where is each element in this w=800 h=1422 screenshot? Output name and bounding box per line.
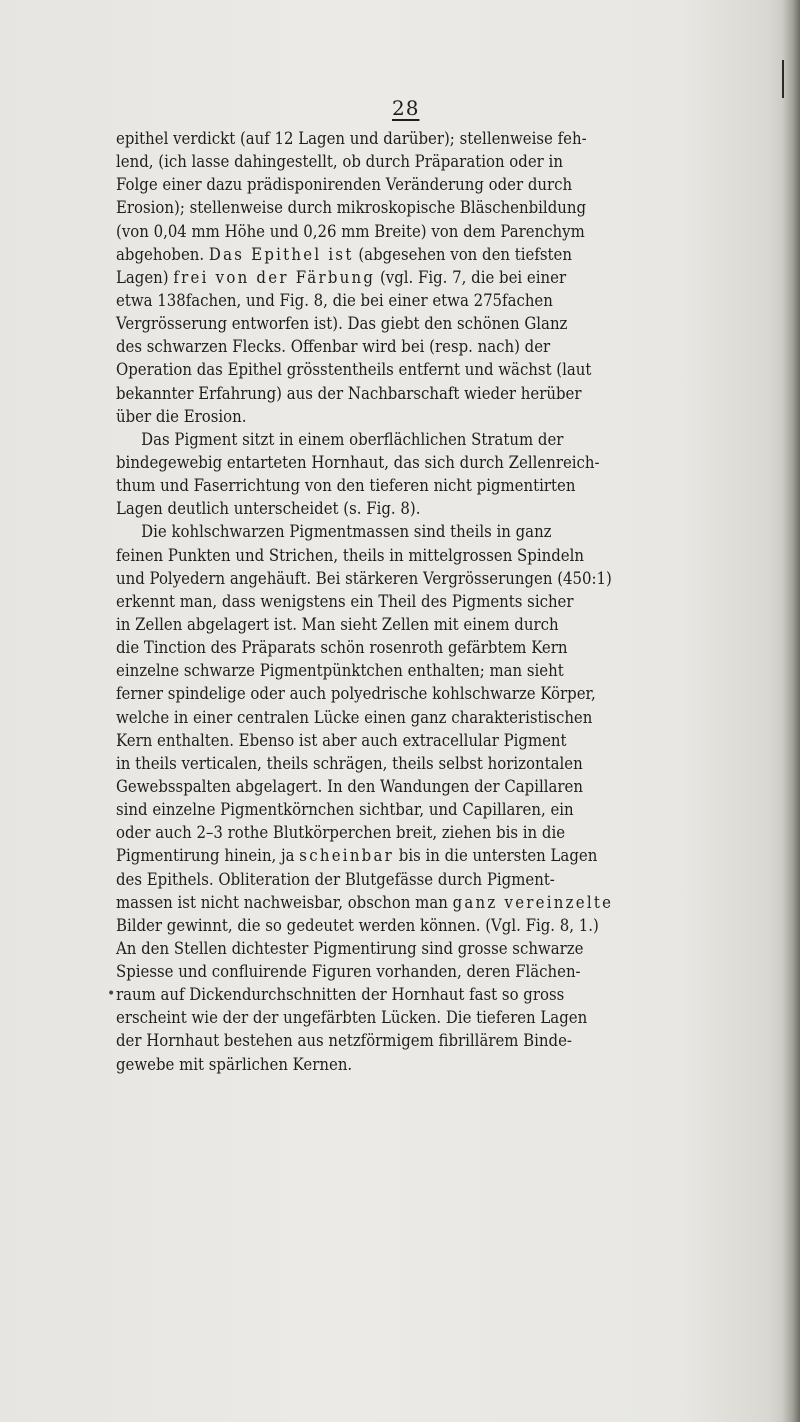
text-line: in Zellen abgelagert ist. Man sieht Zellen mit einem durch [116, 614, 559, 635]
text-line: Gewebsspalten abgelagert. In den Wandungen der Capillaren [116, 776, 583, 797]
body-text [116, 128, 800, 1077]
text-line: Das Pigment sitzt in einem oberflächlichen Stratum der [141, 429, 564, 450]
text-segment: Lagen) [116, 267, 169, 288]
text-line: Folge einer dazu prädisponirenden Veränderung oder durch [116, 175, 573, 196]
text-line: Bilder gewinnt, die so gedeutet werden können. (Vgl. Fig. 8, 1.) [116, 915, 599, 936]
margin-mark: • [107, 986, 116, 1002]
spaced-emphasis: ganz vereinzelte [452, 892, 614, 913]
text-line: bindegewebig entarteten Hornhaut, das sich durch Zellenreich- [116, 452, 600, 473]
text-line: einzelne schwarze Pigmentpünktchen enthalten; man sieht [116, 661, 564, 682]
text-line: Die kohlschwarzen Pigmentmassen sind theils in ganz [141, 522, 552, 543]
text-line [116, 892, 710, 915]
text-segment: (vgl. Fig. 7, die bei einer [379, 267, 567, 288]
text-line: (von 0,04 mm Höhe und 0,26 mm Breite) von dem Parenchym [116, 221, 585, 242]
text-line: feinen Punkten und Strichen, theils in mittelgrossen Spindeln [116, 545, 584, 566]
text-segment: bis in die untersten Lagen [398, 846, 598, 867]
text-line: erscheint wie der der ungefärbten Lücken. Die tieferen Lagen [116, 1008, 588, 1029]
text-line [116, 244, 710, 267]
text-line: oder auch 2–3 rothe Blutkörperchen breit, ziehen bis in die [116, 823, 566, 844]
spaced-emphasis: Das Epithel ist [208, 244, 354, 265]
text-line: gewebe mit spärlichen Kernen. [116, 1054, 353, 1075]
text-line: des schwarzen Flecks. Offenbar wird bei (resp. nach) der [116, 337, 551, 358]
spaced-emphasis: scheinbar [299, 846, 395, 867]
text-line: Spiesse und confluirende Figuren vorhanden, deren Flächen- [116, 962, 581, 983]
text-line: Kern enthalten. Ebenso ist aber auch extracellular Pigment [116, 730, 567, 751]
text-segment: abgehoben. [116, 244, 205, 265]
text-segment: Pigmentirung hinein, ja [116, 846, 295, 867]
text-line: in theils verticalen, theils schrägen, theils selbst horizontalen [116, 753, 583, 774]
spaced-emphasis: frei von der Färbung [173, 267, 376, 288]
text-line: bekannter Erfahrung) aus der Nachbarschaft wieder herüber [116, 383, 582, 404]
text-line [116, 845, 710, 868]
text-line: Vergrösserung entworfen ist). Das giebt den schönen Glanz [116, 314, 568, 335]
text-line: Operation das Epithel grösstentheils entfernt und wächst (laut [116, 360, 592, 381]
text-line: An den Stellen dichtester Pigmentirung sind grosse schwarze [116, 938, 584, 959]
text-line: lend, (ich lasse dahingestellt, ob durch Präparation oder in [116, 152, 563, 173]
text-line: ferner spindelige oder auch polyedrische kohlschwarze Körper, [116, 684, 596, 705]
text-line: epithel verdickt (auf 12 Lagen und darüber); stellenweise feh- [116, 129, 587, 149]
text-line [116, 267, 710, 290]
text-line: über die Erosion. [116, 406, 247, 427]
text-line: die Tinction des Präparats schön rosenroth gefärbtem Kern [116, 638, 568, 659]
text-line: des Epithels. Obliteration der Blutgefässe durch Pigment- [116, 869, 555, 890]
page-number: 28 [392, 96, 420, 120]
text-line: sind einzelne Pigmentkörnchen sichtbar, und Capillaren, ein [116, 800, 574, 821]
text-line: etwa 138fachen, und Fig. 8, die bei einer etwa 275fachen [116, 290, 553, 311]
text-segment: massen ist nicht nachweisbar, obschon man [116, 892, 448, 913]
text-segment: (abgesehen von den tiefsten [358, 244, 572, 265]
text-line: raum auf Dickendurchschnitten der Hornhaut fast so gross [116, 985, 565, 1006]
text-line: erkennt man, dass wenigstens ein Theil des Pigments sicher [116, 591, 574, 612]
text-line: und Polyedern angehäuft. Bei stärkeren Vergrösserungen (450:1) [116, 568, 612, 589]
text-line: der Hornhaut bestehen aus netzförmigem fibrillärem Binde- [116, 1031, 572, 1052]
text-line: welche in einer centralen Lücke einen ganz charakteristischen [116, 707, 593, 728]
page-edge-mark [782, 60, 784, 98]
text-line: Lagen deutlich unterscheidet (s. Fig. 8). [116, 499, 421, 520]
text-line: Erosion); stellenweise durch mikroskopische Bläschenbildung [116, 198, 587, 219]
text-line: thum und Faserrichtung von den tieferen nicht pigmentirten [116, 476, 576, 497]
